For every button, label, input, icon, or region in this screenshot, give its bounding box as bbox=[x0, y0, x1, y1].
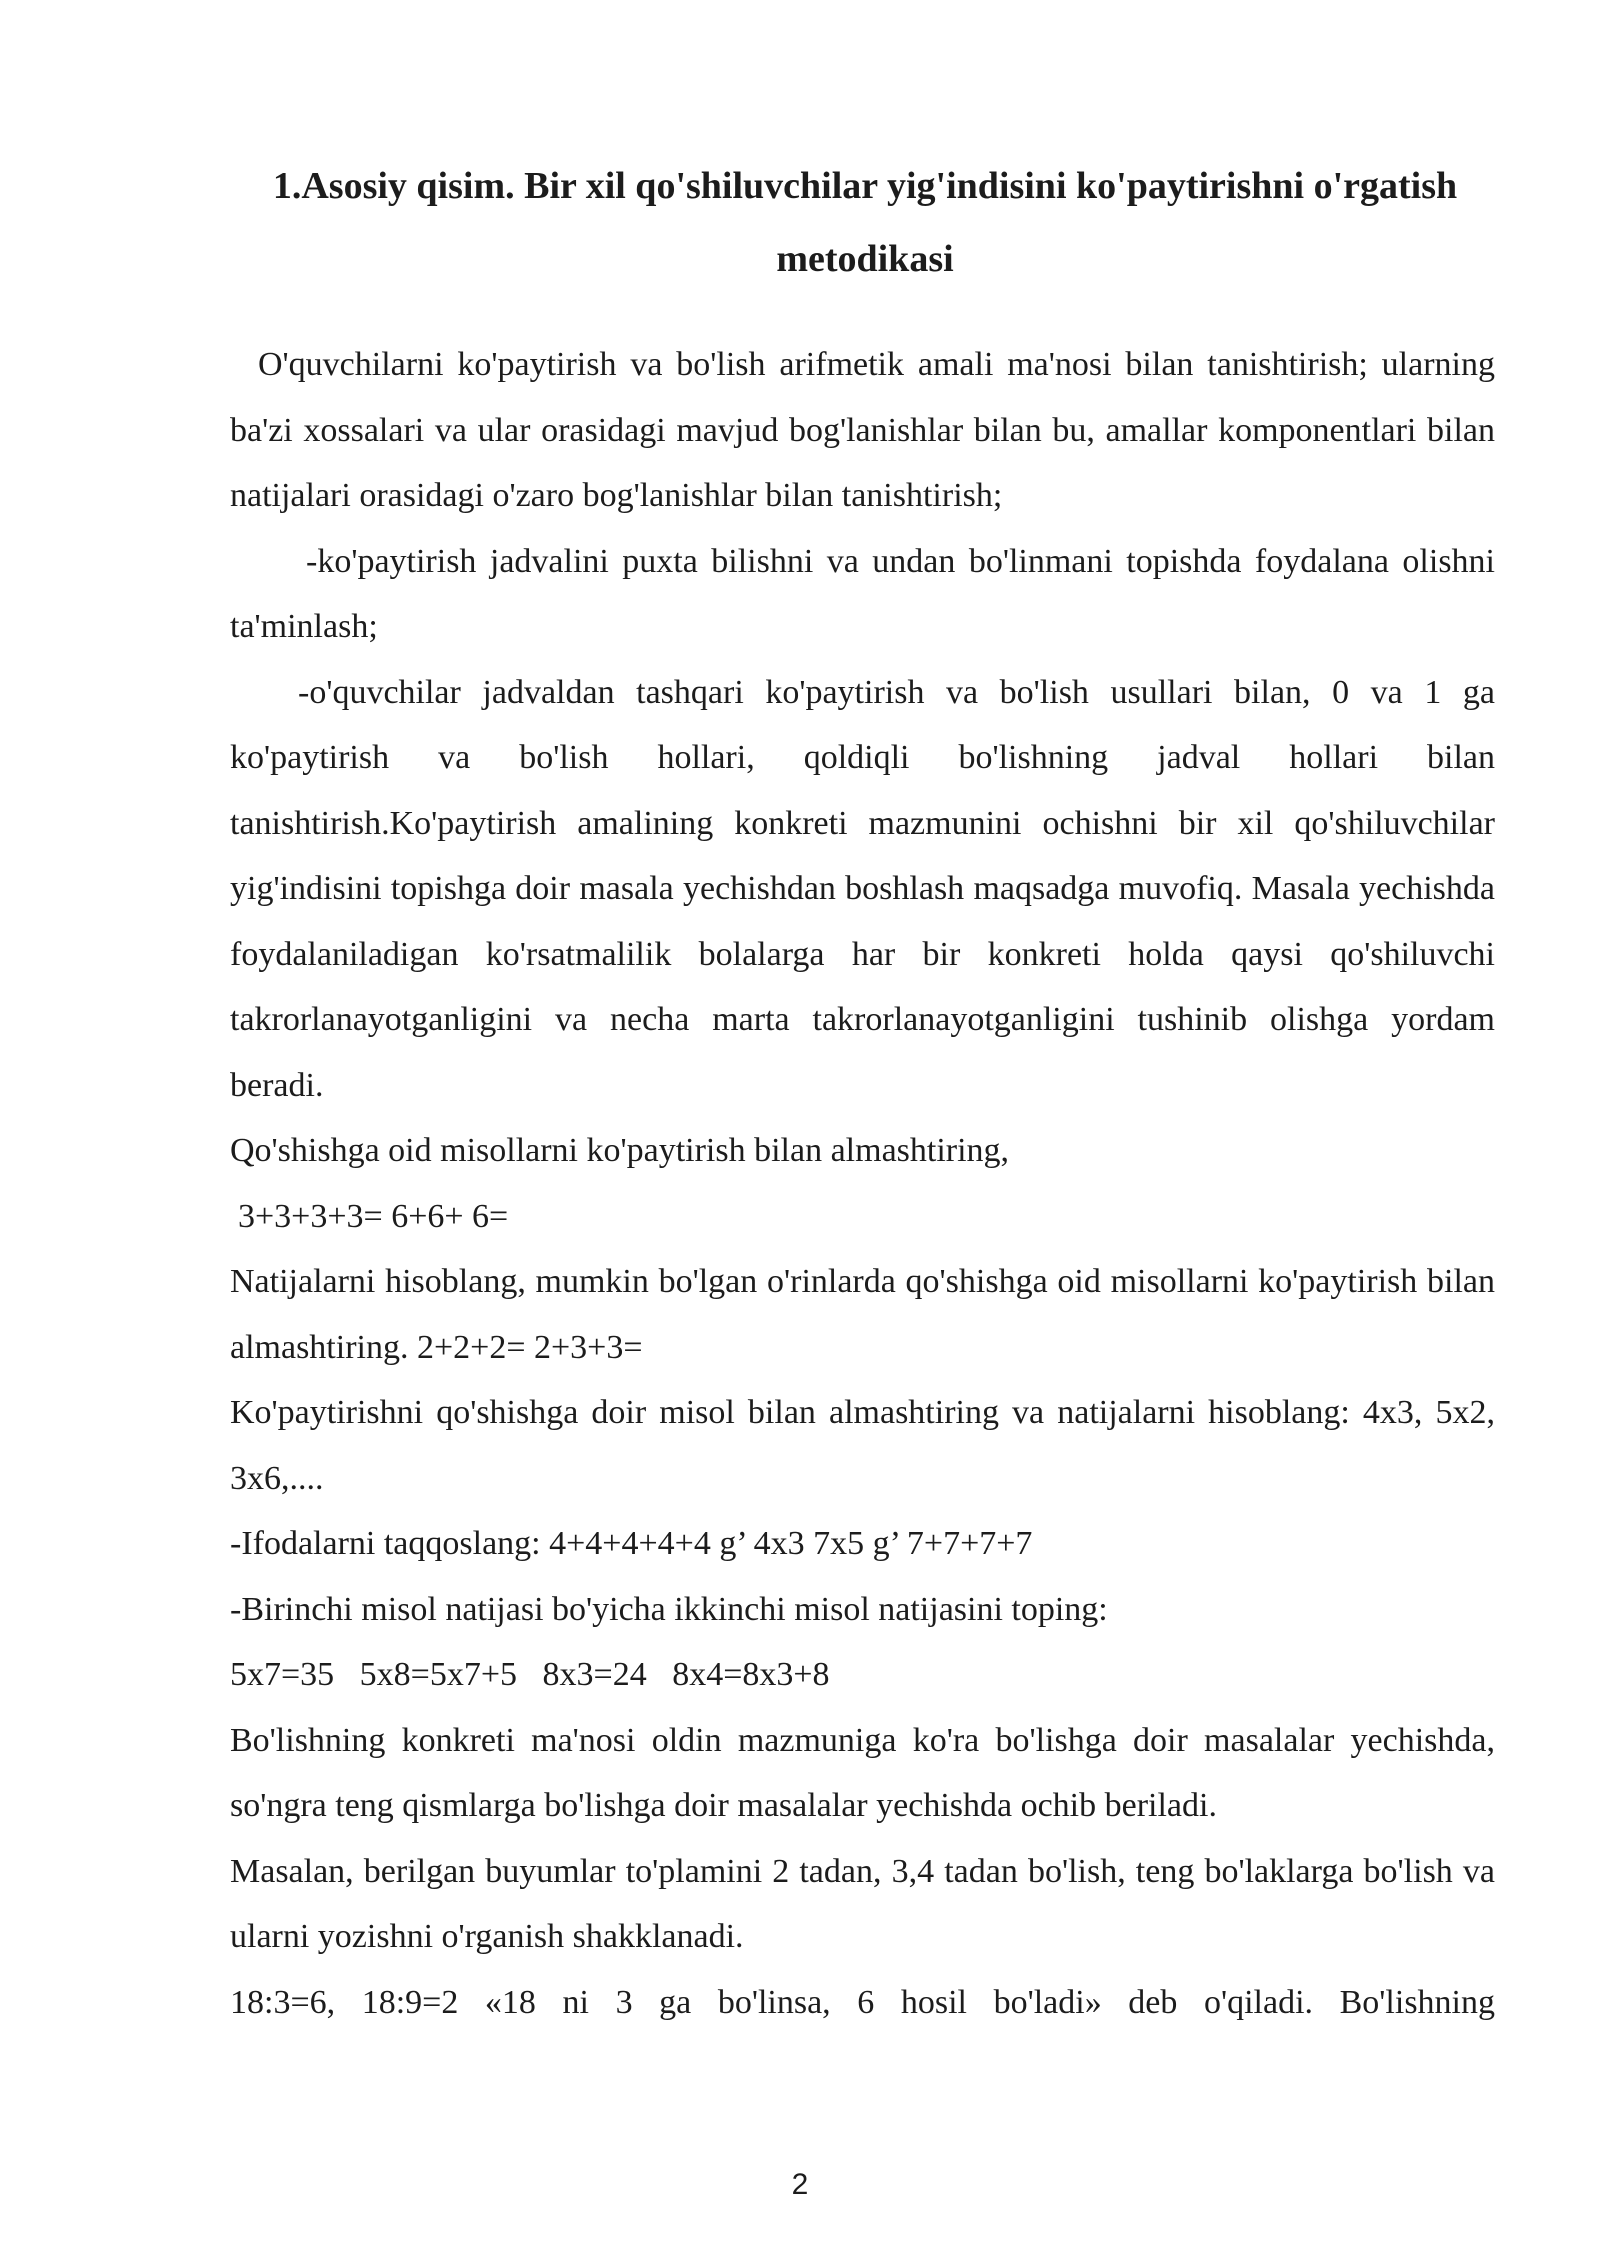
paragraph-intro: O'quvchilarni ko'paytirish va bo'lish arifmetik amali ma'nosi bilan tanishtirish; ularning ba'zi xossalari va ular orasidagi mavjud bog'lanishlar bilan bu, amallar komponentlari bilan natijalari orasidagi o'zaro bog'lanishlar bilan tanishtirish; bbox=[230, 346, 1495, 514]
paragraph-exercise-replace: Qo'shishga oid misollarni ko'paytirish bilan almashtiring, bbox=[230, 1132, 1010, 1169]
paragraph-multiplication-table: -ko'paytirish jadvalini puxta bilishni va undan bo'linmani topishda foydalana olishni ta'minlash; bbox=[230, 542, 1495, 645]
paragraph-exercise-products: Ko'paytirishni qo'shishga doir misol bilan almashtiring va natijalarni hisoblang: 4x3, 5x2, 3x6,.... bbox=[230, 1394, 1495, 1497]
paragraph-division-reading: 18:3=6, 18:9=2 «18 ni 3 ga bo'linsa, 6 hosil bo'ladi» deb o'qiladi. Bo'lishning bbox=[230, 1983, 1495, 2021]
paragraph-exercise-compute: Natijalarni hisoblang, mumkin bo'lgan o'rinlarda qo'shishga oid misollarni ko'paytirish bilan almashtiring. 2+2+2= 2+3+3= bbox=[230, 1263, 1495, 1366]
paragraph-division-meaning: Bo'lishning konkreti ma'nosi oldin mazmuniga ko'ra bo'lishga doir masalalar yechishda, so'ngra teng qismlarga bo'lishga doir masalalar yechishda ochib beriladi. bbox=[230, 1721, 1495, 1824]
page-number: 2 bbox=[791, 2168, 809, 2201]
paragraph-exercise-compare: -Ifodalarni taqqoslang: 4+4+4+4+4 g’ 4x3 7x5 g’ 7+7+7+7 bbox=[230, 1525, 1033, 1562]
document-body bbox=[230, 332, 1495, 2035]
paragraph-exercise-find: -Birinchi misol natijasi bo'yicha ikkinchi misol natijasini toping: bbox=[230, 1590, 1108, 1628]
paragraph-methods: -o'quvchilar jadvaldan tashqari ko'paytirish va bo'lish usullari bilan, 0 va 1 ga ko'paytirish va bo'lish hollari, qoldiqli bo'lishning jadval hollari bilan tanishtirish.Ko'paytirish amalining konkreti mazmunini ochishni bir xil qo'shiluvchilar yig'indisini topishga doir masala yechishdan boshlash maqsadga muvofiq. Masala yechishda foydalaniladigan ko'rsatmalilik bolalarga har bir konkreti holda qaysi qo'shiluvchi takrorlanayotganligini va necha marta takrorlanayotganligini tushinib olishga yordam beradi. bbox=[230, 673, 1495, 1104]
paragraph-example-products: 5x7=35 5x8=5x7+5 8x3=24 8x4=8x3+8 bbox=[230, 1656, 830, 1693]
paragraph-example-sums: 3+3+3+3= 6+6+ 6= bbox=[238, 1197, 509, 1235]
page-title: 1.Asosiy qisim. Bir xil qo'shiluvchilar yig'indisini ko'paytirishni o'rgatish metodikasi bbox=[272, 165, 1458, 280]
paragraph-division-example: Masalan, berilgan buyumlar to'plamini 2 tadan, 3,4 tadan bo'lish, teng bo'laklarga bo'lish va ularni yozishni o'rganish shakklanadi. bbox=[230, 1852, 1495, 1955]
